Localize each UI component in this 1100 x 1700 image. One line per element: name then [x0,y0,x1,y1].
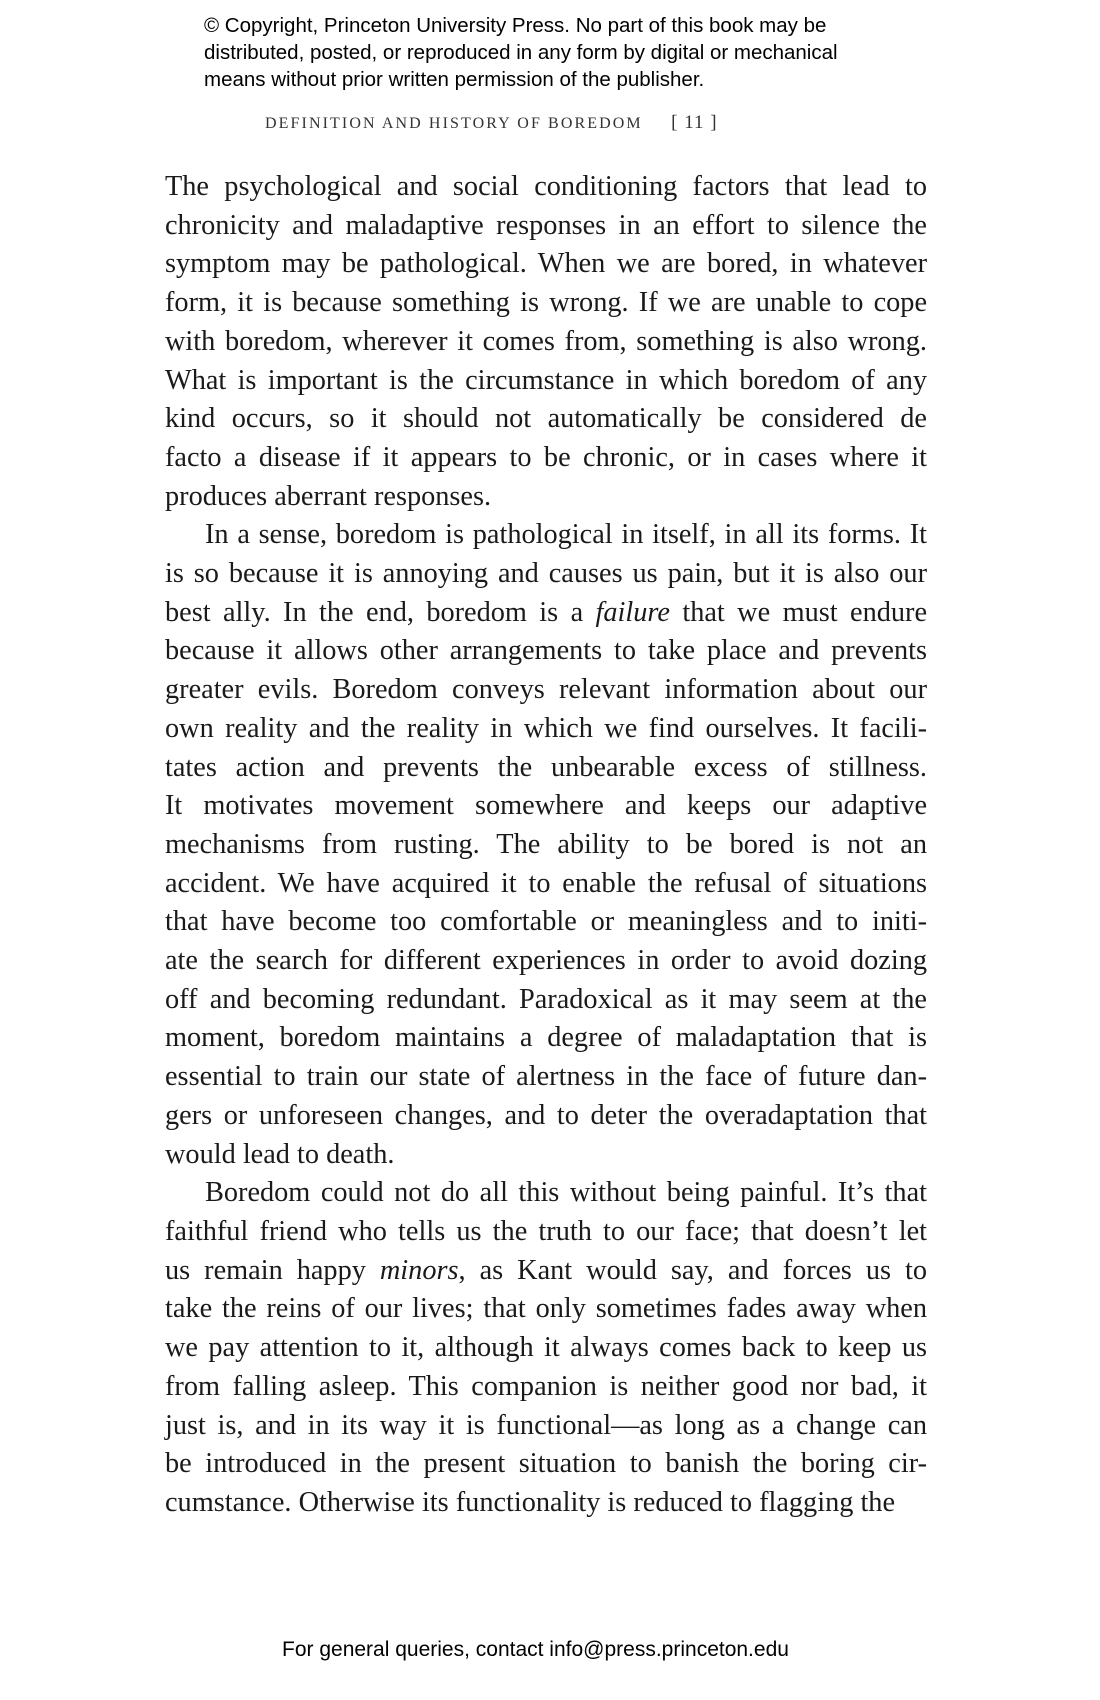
italic-emphasis: minors [379,1254,459,1286]
text-line: What is important is the circumstance in which boredom of any [165,364,927,396]
text-line: cumstance. Otherwise its functionality is reduced to flagging the [165,1486,896,1518]
copyright-line: distributed, posted, or reproduced in any form by digital or mechanical [204,41,838,64]
paragraph [165,516,927,1174]
text-line: accident. We have acquired it to enable the refusal of situations [165,867,927,899]
running-head [265,112,865,134]
copyright-line: means without prior written permission of the publisher. [204,68,705,91]
text-line: greater evils. Boredom conveys relevant information about our [165,674,927,706]
copyright-notice [204,12,964,93]
text-line: own reality and the reality in which we find ourselves. It facili- [165,712,927,744]
text-line: tates action and prevents the unbearable excess of stillness. [165,751,927,783]
text-line: gers or unforeseen changes, and to deter the overadaptation that [165,1099,927,1131]
text-line: faithful friend who tells us the truth to our face; that doesn’t let [165,1215,927,1247]
page-number: [ 11 ] [671,112,718,133]
text-line [165,594,927,633]
text-line: symptom may be pathological. When we are bored, in whatever [165,248,927,280]
text-segment: , as Kant would say, and forces us to [458,1254,927,1286]
text-line: form, it is because something is wrong. If we are unable to cope [165,287,927,319]
footer-contact: For general queries, contact info@press.princeton.edu [282,1638,789,1661]
text-line: be introduced in the present situation to banish the boring cir- [165,1448,927,1480]
text-line: because it allows other arrangements to take place and prevents [165,635,927,667]
text-line: just is, and in its way it is functional—as long as a change can [165,1409,927,1441]
text-line [165,1252,927,1291]
text-line: produces aberrant responses. [165,480,492,512]
text-line: from falling asleep. This companion is neither good nor bad, it [165,1370,927,1402]
text-line: essential to train our state of alertness in the face of future dan- [165,1061,927,1093]
text-line: that have become too comfortable or meaningless and to initi- [165,906,927,938]
text-line: off and becoming redundant. Paradoxical as it may seem at the [165,983,927,1015]
text-line: chronicity and maladaptive responses in an effort to silence the [165,209,927,241]
text-line: Boredom could not do all this without being painful. It’s that [205,1177,927,1209]
text-segment: that we must endure [669,596,927,628]
paragraph [165,168,927,516]
running-head-title: DEFINITION AND HISTORY OF BOREDOM [265,115,643,132]
text-line: ate the search for different experiences in order to avoid dozing [165,945,927,977]
text-line: kind occurs, so it should not automatically be considered de [165,403,927,435]
text-line: take the reins of our lives; that only sometimes fades away when [165,1293,927,1325]
body-text [165,168,927,1523]
text-line: we pay attention to it, although it always comes back to keep us [165,1332,927,1364]
text-line: would lead to death. [165,1138,395,1170]
text-line: mechanisms from rusting. The ability to be bored is not an [165,828,927,860]
text-line: In a sense, boredom is pathological in itself, in all its forms. It [205,519,927,551]
text-line: The psychological and social conditioning factors that lead to [165,171,927,202]
text-segment: us remain happy [165,1254,380,1286]
copyright-line: © Copyright, Princeton University Press. No part of this book may be [204,14,827,37]
italic-emphasis: failure [595,596,670,628]
paragraph [165,1174,927,1522]
text-line: is so because it is annoying and causes us pain, but it is also our [165,558,927,590]
text-line: with boredom, wherever it comes from, something is also wrong. [165,325,927,357]
text-line: It motivates movement somewhere and keeps our adaptive [165,790,927,822]
text-line: facto a disease if it appears to be chronic, or in cases where it [165,441,927,473]
text-segment: best ally. In the end, boredom is a [165,596,596,628]
text-line: moment, boredom maintains a degree of maladaptation that is [165,1022,927,1054]
